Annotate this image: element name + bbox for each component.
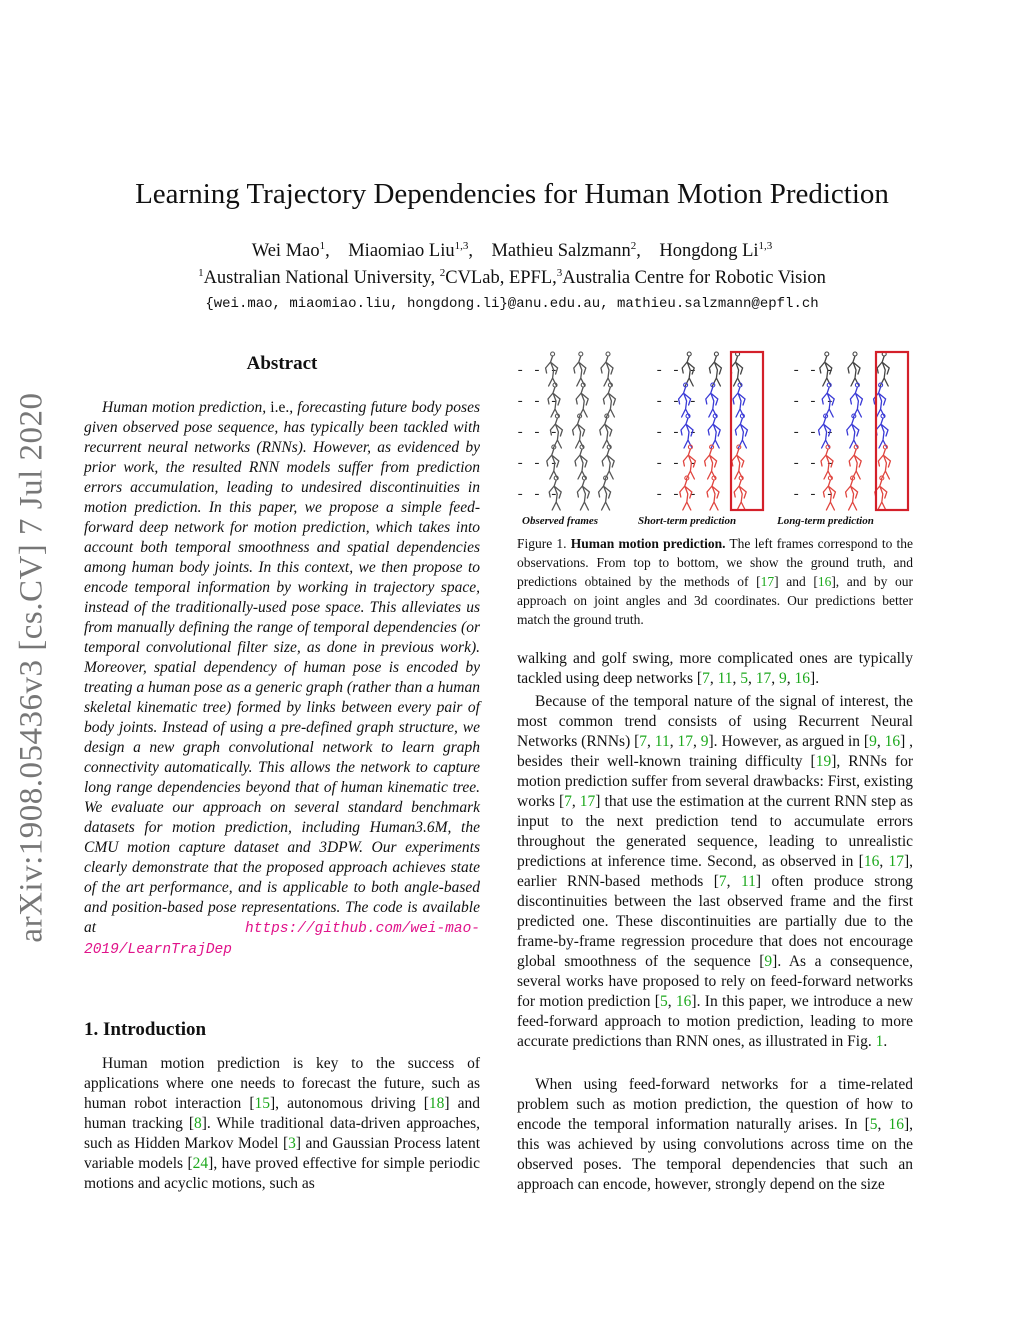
highlight-box-long-term [876,352,908,510]
text-segment: ], RNNs for motion prediction suffer from several drawbacks: First, existing works [ [517,753,913,810]
skeleton-figure [849,445,861,479]
citation-link[interactable]: 11 [717,670,733,687]
citation-link[interactable]: 16 [794,670,811,687]
skeleton-figure [878,445,890,479]
abstract-text: Human motion prediction, [102,399,267,416]
text-segment: , [771,670,780,687]
text-segment: , [726,873,741,890]
skeleton-figure [706,383,718,417]
paper-title: Learning Trajectory Dependencies for Human Motion Prediction [135,178,889,210]
text-segment: , [669,733,678,750]
ellipsis-dashes: - - - [792,425,835,441]
skeleton-figure [576,383,588,417]
ellipsis-dashes: - - - [792,363,835,379]
ellipsis-dashes: - - - [792,487,835,503]
text-segment: ]. In this paper, we introduce a new feed-forward approach to motion prediction, leading to more accurate predictions than RNN ones, as illustrated in Fig. [517,993,914,1050]
citation-link[interactable]: 15 [254,1095,270,1112]
abstract-heading: Abstract [246,353,318,374]
text-segment: ]. While traditional data-driven approaches, such as Hidden Markov Model [ [84,1115,480,1152]
citation-link[interactable]: 9 [779,670,787,687]
intro-paragraph-3 [517,692,913,1052]
skeleton-figure [734,476,746,510]
author-affiliation-mark: 2 [630,240,637,252]
author-affiliation-mark: 1 [319,240,326,252]
text-segment: ], have proved effective for simple periodic motions and acyclic motions, such as [84,1155,480,1192]
citation-link[interactable]: 11 [654,733,670,750]
caption-text: ] and [ [774,574,818,589]
ellipsis-dashes: - - - [516,456,559,472]
citation-link[interactable]: 19 [815,753,832,770]
citation-link[interactable]: 5 [869,1116,878,1133]
text-segment: Because of the temporal nature of the signal of interest, the most common trend consists of using Recurrent Neural Networks (RNNs) [ [517,693,913,750]
ellipsis-dashes: - - - [792,456,835,472]
text-segment: , [748,670,756,687]
author-list: Wei Mao$^1$, Miaomiao Liu$^{1,3}$, Mathieu Salzmann$^2$, Hongdong Li$^{1,3}$ [251,240,773,261]
skeleton-figure [708,414,720,448]
text-segment: , [876,733,885,750]
ellipsis-dashes: - - - [655,456,698,472]
text-segment: ]. However, as argued in [ [708,733,870,750]
citation-link[interactable]: 5 [740,670,749,687]
citation-link[interactable]: 16 [888,1116,904,1133]
citation-link[interactable]: 9 [764,953,773,970]
text-segment: , [709,670,718,687]
text-segment: , [879,853,889,870]
ellipsis-dashes: - - - [655,425,698,441]
citation-link[interactable]: 16 [817,574,832,589]
citation-link[interactable]: 8 [194,1115,202,1132]
text-segment: , [571,793,580,810]
arxiv-identifier [6,372,58,962]
citation-link[interactable]: 17 [760,574,775,589]
ellipsis-dashes: - - - [516,425,559,441]
skeleton-figure [601,352,613,386]
ellipsis-dashes: - - - [516,487,559,503]
skeleton-figure [600,414,612,448]
citation-link[interactable]: 16 [863,853,880,870]
author-affiliation-mark: 1,3 [758,240,773,252]
citation-link[interactable]: 17 [579,793,596,810]
author-name: Wei Mao [251,241,320,261]
skeleton-figure [846,476,858,510]
skeleton-figure [850,383,862,417]
author-name: Mathieu Salzmann [491,241,631,261]
figure-1-caption [517,534,913,629]
ellipsis-dashes: - - - [516,394,559,410]
citation-link[interactable]: 16 [675,993,692,1010]
text-segment: ]. [810,670,820,687]
citation-link[interactable]: 7 [718,873,727,890]
citation-link[interactable]: 17 [755,670,772,687]
affiliation-name: CVLab, EPFL, [445,268,557,288]
citation-link[interactable]: 24 [192,1155,209,1172]
citation-link[interactable]: 5 [659,993,668,1010]
figure-1-skeleton-grid [510,348,912,516]
author-name: Hongdong Li [659,241,759,261]
skeleton-figure [709,352,721,386]
abstract-body [84,398,480,960]
text-segment: ] and Gaussian Process latent variable models [ [84,1135,480,1172]
citation-link[interactable]: 9 [869,733,877,750]
abstract-text: , forecasting future body poses given observed pose sequence, has typically been tackled with recurrent neural networks (RNNs). However, as evidenced by prior work, the resulted RNN models suffer from prediction errors accumulation, leading to undesired discontinuities in motion prediction. In this paper, we propose a simple feed-forward deep network for motion prediction, which takes into account both temporal smoothness and spatial dependencies among human body joints. In this context, we then propose to encode temporal information by working in trajectory space, instead of the traditionally-used pose space. This alleviates us from manually defining the range of temporal dependencies (or temporal convolutional filter size, as done in previous work). Moreover, spatial dependency of human pose is encoded by treating a human pose as a generic graph (rather than a human skeletal kinematic tree) formed by links between every pair of body joints. Instead of using a pre-defined graph structure, we design a new graph convolutional network to learn graph connectivity automatically. This allows the network to capture long range dependencies beyond that of human kinematic tree. We evaluate our approach on several standard benchmark datasets for motion prediction, including Human3.6M, the CMU motion capture dataset and 3DPW. Our experiments clearly demonstrate that the proposed approach achieves state of the art performance, and is applicable to both angle-based and position-based pose representations. The code is available at [84,399,480,936]
affiliation-list [0,268,1024,289]
skeleton-figure [732,445,744,479]
code-url-link[interactable]: https://github.com/wei-mao-2019/LearnTrajDep [84,921,480,958]
text-segment: ]. As a consequence, several works have proposed to rely on feed-forward networks for motion prediction [ [517,953,914,1010]
text-segment: , [786,670,795,687]
intro-paragraph-2 [517,649,913,689]
text-segment: ], autonomous driving [ [270,1095,429,1112]
affiliation-name: Australian National University, [203,268,436,288]
text-segment: . [883,1033,888,1050]
text-segment: , [647,733,655,750]
citation-link[interactable]: 7 [639,733,648,750]
skeleton-figure [876,414,888,448]
figure-label-long-term: Long-term prediction [777,515,874,527]
text-segment: ], this was achieved by using convolutions across time on the observed poses. The temporal dependencies that such an approach can encode, however, strongly depend on the size [517,1116,913,1193]
ellipsis-dashes: - - - [655,394,698,410]
text-segment: ] and human tracking [ [84,1095,480,1132]
arxiv-identifier-text: arXiv:1908.05436v3 [cs.CV] 7 Jul 2020 [13,391,50,943]
text-segment: ] that use the estimation at the current RNN step as input to the next prediction tend to accumulate errors throughout the generated sequence, leading to unrealistic predictions at inference time. Second, as observed in [ [517,793,913,870]
citation-link[interactable]: 7 [564,793,572,810]
intro-paragraph-4 [517,1075,913,1195]
text-segment: walking and golf swing, more complicated ones are typically tackled using deep networks [ [517,650,913,687]
introduction-heading: 1. Introduction [84,1019,207,1040]
citation-link[interactable]: 3 [288,1135,296,1152]
text-segment: , [693,733,701,750]
figure-label-observed: Observed frames [522,515,599,527]
citation-link[interactable]: 7 [702,670,710,687]
author-emails: {wei.mao, miaomiao.liu, hongdong.li}@anu.edu.au, mathieu.salzmann@epfl.ch [205,296,819,312]
citation-link[interactable]: 17 [888,853,904,870]
text-segment: ] , besides their well-known training difficulty [ [517,733,914,770]
ellipsis-dashes: - - - [655,487,698,503]
figure-label-short-term: Short-term prediction [638,515,737,527]
author-name: Miaomiao Liu [348,241,455,261]
skeleton-figure [603,383,615,417]
affiliation-name: Australia Centre for Robotic Vision [562,268,826,288]
text-segment: When using feed-forward networks for a time-related problem such as motion prediction, the question of how to encode the temporal information naturally arises. In [ [517,1076,913,1133]
skeleton-figure [599,476,611,510]
skeleton-figure [707,476,719,510]
skeleton-figure [731,352,743,386]
caption-text: ], and by our approach on joint angles and 3d coordinates. Our predictions better match the ground truth. [517,574,913,627]
citation-link[interactable]: 9 [700,733,709,750]
skeleton-figure [848,352,860,386]
skeleton-figure [573,414,585,448]
citation-link[interactable]: 16 [884,733,901,750]
skeleton-figure [577,476,589,510]
skeleton-figure [733,383,745,417]
author-affiliation-mark: 1,3 [454,240,469,252]
skeleton-figure [735,414,747,448]
caption-label: Figure 1. [517,536,567,551]
affiliation-number: 2 [439,267,446,279]
ellipsis-dashes: - - - [792,394,835,410]
citation-link[interactable]: 18 [428,1095,445,1112]
abstract-text: i.e. [270,399,290,416]
citation-link[interactable]: 1 [875,1033,884,1050]
skeleton-figure [877,352,889,386]
skeleton-figure [574,352,586,386]
ellipsis-dashes: - - - [516,363,559,379]
skeleton-figure [575,445,587,479]
caption-text: The left frames correspond to the observations. From top to bottom, we show the ground truth, and predictions obtained by the methods of [ [517,536,914,589]
figure-1-image [510,348,912,516]
caption-title: Human motion prediction. [570,536,726,551]
affiliation-number: 3 [556,267,563,279]
skeleton-figure [847,414,859,448]
ellipsis-dashes: - - - [655,363,698,379]
text-segment: , [877,1116,889,1133]
citation-link[interactable]: 17 [677,733,693,750]
text-segment: , [667,993,676,1010]
skeleton-figure [705,445,717,479]
text-segment: , [732,670,741,687]
text-segment: ] often produce strong discontinuities between the last observed frame and the first predicted one. These discontinuities are partially due to the frame-by-frame regression procedure that does not encourage global smoothness of the sequence [ [517,873,913,970]
skeleton-figure [602,445,614,479]
affiliation-number: 1 [198,267,204,279]
text-segment: ], earlier RNN-based methods [ [517,853,914,890]
citation-link[interactable]: 11 [740,873,756,890]
text-segment: Human motion prediction is key to the success of applications where one needs to forecast the future, such as human robot interaction [ [84,1055,480,1112]
intro-paragraph-1 [84,1054,480,1194]
